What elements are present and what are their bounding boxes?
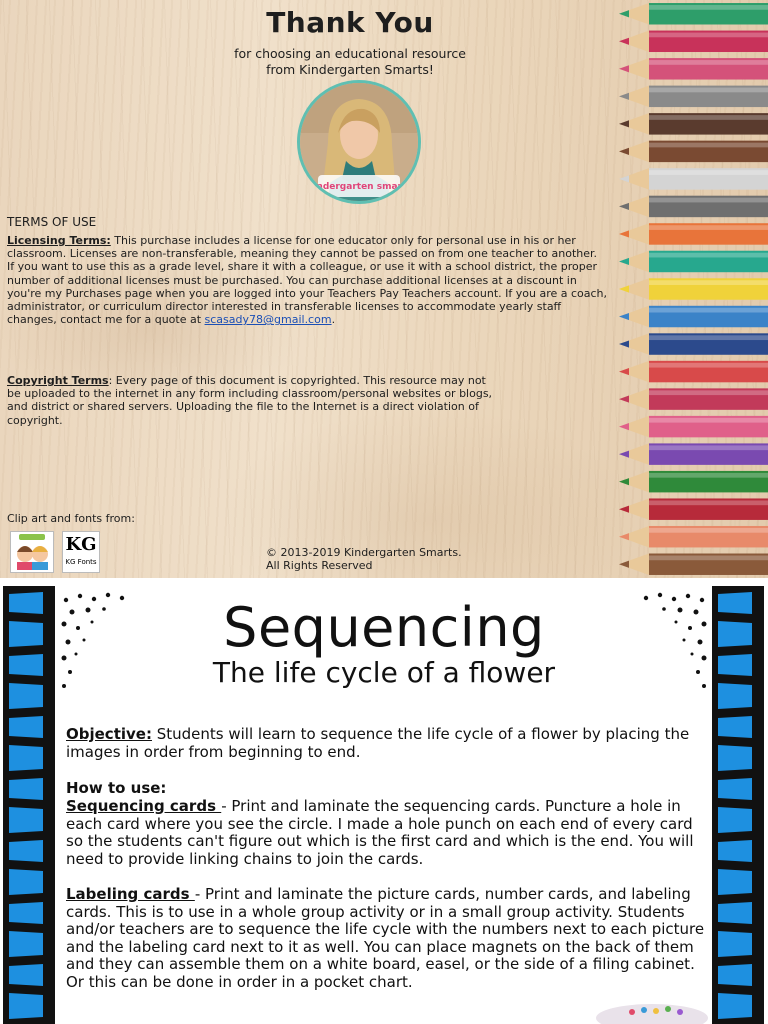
film-hole — [9, 869, 43, 895]
sequencing-title: Sequencing — [223, 596, 545, 659]
sequencing-content — [56, 586, 712, 1024]
copyright-text: : Every page of this document is copyrighted. This resource may not be uploaded to the internet in any form including classroom/personal websites or blogs, and district or shared servers. Uploading the file to the Internet is a direct violation of copyright. — [7, 374, 493, 427]
pencil — [619, 554, 768, 575]
pencil — [619, 361, 768, 382]
film-hole — [9, 902, 43, 924]
pencil — [619, 498, 768, 519]
film-hole — [718, 778, 752, 800]
pencil — [619, 58, 768, 79]
film-hole — [718, 931, 752, 957]
pencil — [619, 416, 768, 437]
copyright-terms — [7, 374, 497, 427]
pencil — [619, 223, 768, 244]
thank-you-subtitle-line1: for choosing an educational resource — [234, 46, 466, 61]
kg-fonts-mark: KG — [65, 534, 97, 555]
licensing-label: Licensing Terms: — [7, 234, 111, 247]
copyright-notice — [266, 546, 462, 572]
pencil — [619, 278, 768, 299]
film-hole — [718, 683, 752, 709]
sequencing-page — [0, 586, 768, 1024]
licensing-text: This purchase includes a license for one educator only for personal use in his or her classroom. Licenses are non-transferable, meaning they cannot be passed on from one teacher to another. If you want to use this as a grade level, share it with a colleague, or use it with a school district, the proper number of additional licenses must be purchased. You can purchase additional licenses at a discount in you're my Purchases page when you are logged into your Teachers Pay Teachers account. If you are a coach, administrator, or curriculum director interested in transferable licenses to accommodate yearly staff changes, contact me for a quote at — [7, 234, 608, 327]
author-photo — [297, 80, 421, 204]
objective-text: Students will learn to sequence the life cycle of a flower by placing the images in order from beginning to end. — [66, 725, 690, 761]
film-hole — [9, 778, 43, 800]
sequencing-cards-paragraph — [66, 798, 706, 868]
kg-fonts-caption: KG Fonts — [65, 558, 97, 566]
how-to-use-heading — [66, 780, 706, 798]
pencil — [619, 113, 768, 134]
film-hole — [718, 592, 752, 614]
pencil — [619, 86, 768, 107]
film-hole — [718, 654, 752, 676]
colored-pencils-image — [615, 0, 768, 578]
pencil — [619, 141, 768, 162]
film-hole — [9, 840, 43, 862]
how-to-use-label: How to use: — [66, 779, 167, 797]
film-strip-right — [712, 586, 764, 1024]
thank-you-subtitle-line2: from Kindergarten Smarts! — [266, 62, 434, 77]
thank-you-title: Thank You — [266, 6, 434, 39]
copyright-label: Copyright Terms — [7, 374, 109, 387]
email-end: . — [331, 313, 336, 327]
sequencing-cards-label: Sequencing cards — [66, 797, 222, 815]
sequencing-cards-text: - Print and laminate the sequencing cards. Puncture a hole in each card where you see the circle. I made a hole punch on each end of every card so the students can't figure out which is the first card and which is the end. You will need to provide linking chains to join the cards. — [66, 797, 694, 868]
film-hole — [9, 592, 43, 614]
film-hole — [9, 716, 43, 738]
film-hole — [9, 683, 43, 709]
avatar-logo-text: Kindergarten smarts — [306, 182, 412, 192]
pencil — [619, 3, 768, 24]
film-hole — [9, 745, 43, 771]
page-divider — [0, 578, 768, 586]
pencil — [619, 168, 768, 189]
pencil — [619, 526, 768, 547]
film-hole — [718, 716, 752, 738]
film-hole — [9, 931, 43, 957]
chain-clipart — [592, 996, 712, 1024]
pencil — [619, 388, 768, 409]
film-hole — [718, 964, 752, 986]
clip-art-logo — [10, 531, 54, 573]
film-hole — [718, 993, 752, 1019]
copyright-line1: © 2013-2019 Kindergarten Smarts. — [266, 546, 462, 559]
film-hole — [718, 621, 752, 647]
film-hole — [718, 902, 752, 924]
terms-heading: TERMS OF USE — [7, 215, 97, 229]
pencil — [619, 251, 768, 272]
sequencing-subtitle: The life cycle of a flower — [212, 656, 556, 689]
film-hole — [9, 964, 43, 986]
licensing-terms — [7, 234, 607, 326]
objective-paragraph — [66, 726, 706, 761]
film-hole — [718, 840, 752, 862]
film-hole — [9, 654, 43, 676]
pencil — [619, 471, 768, 492]
pencil — [619, 333, 768, 354]
kg-fonts-logo — [62, 531, 100, 573]
pencil — [619, 31, 768, 52]
film-hole — [9, 807, 43, 833]
clip-art-label: Clip art and fonts from: — [7, 512, 135, 525]
pencil — [619, 443, 768, 464]
pencil — [619, 196, 768, 217]
labeling-cards-label: Labeling cards — [66, 885, 195, 903]
film-hole — [9, 993, 43, 1019]
film-hole — [718, 807, 752, 833]
pencil — [619, 306, 768, 327]
copyright-line2: All Rights Reserved — [266, 559, 373, 572]
contact-email-link[interactable]: scasady78@gmail.com — [204, 313, 332, 327]
labeling-cards-paragraph — [66, 886, 706, 992]
objective-label: Objective: — [66, 725, 152, 743]
film-hole — [9, 621, 43, 647]
labeling-cards-text: - Print and laminate the picture cards, number cards, and labeling cards. This is to use in a whole group activity or in a small group activity. Students and/or teachers are to sequence the life cycle with the numbers next to each picture and the labeling card next to it as well. You can place magnets on the back of them and they can assemble them on a white board, easel, or the side of a filing cabinet. Or this can be done in order in a pocket chart. — [66, 885, 705, 991]
film-hole — [718, 745, 752, 771]
film-hole — [718, 869, 752, 895]
film-strip-left — [3, 586, 55, 1024]
